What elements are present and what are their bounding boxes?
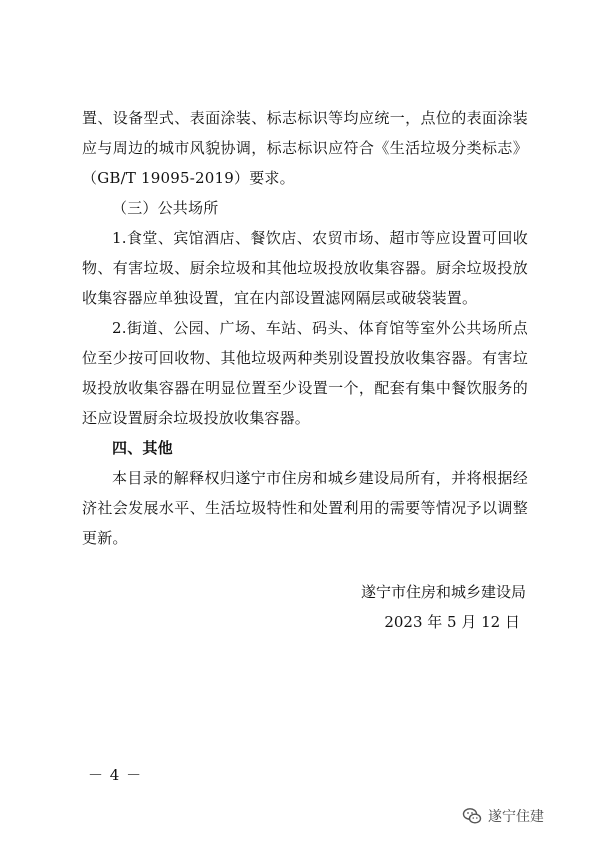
document-body [82,103,528,553]
signature-date: 2023 年 5 月 12 日 [384,613,520,631]
section-heading-other: 四、其他 [112,439,173,457]
paragraph-item-2: 2.街道、公园、广场、车站、码头、体育馆等室外公共场所点位至少按可回收物、其他垃圾两种类别设置投放收集容器。有害垃圾投放收集容器在明显位置至少设置一个，配套有集中餐饮服务的还应设置厨余垃圾投放收集容器。 [82,319,528,427]
paragraph-interpretation: 本目录的解释权归遂宁市住房和城乡建设局所有，并将根据经济社会发展水平、生活垃圾特性和处置利用的需要等情况予以调整更新。 [82,469,528,547]
paragraph-continued: 置、设备型式、表面涂装、标志标识等均应统一，点位的表面涂装应与周边的城市风貌协调，标志标识应符合《生活垃圾分类标志》（GB/T 19095-2019）要求。 [82,109,528,187]
page-number: － 4 － [88,766,143,784]
watermark-text: 遂宁住建 [488,809,544,825]
section-heading-public-places: （三）公共场所 [112,199,219,217]
watermark [462,804,544,828]
wechat-icon [462,806,482,826]
signature-organization: 遂宁市住房和城乡建设局 [360,583,526,601]
paragraph-item-1: 1.食堂、宾馆酒店、餐饮店、农贸市场、超市等应设置可回收物、有害垃圾、厨余垃圾和其他垃圾投放收集容器。厨余垃圾投放收集容器应单独设置，宜在内部设置滤网隔层或破袋装置。 [82,229,528,307]
